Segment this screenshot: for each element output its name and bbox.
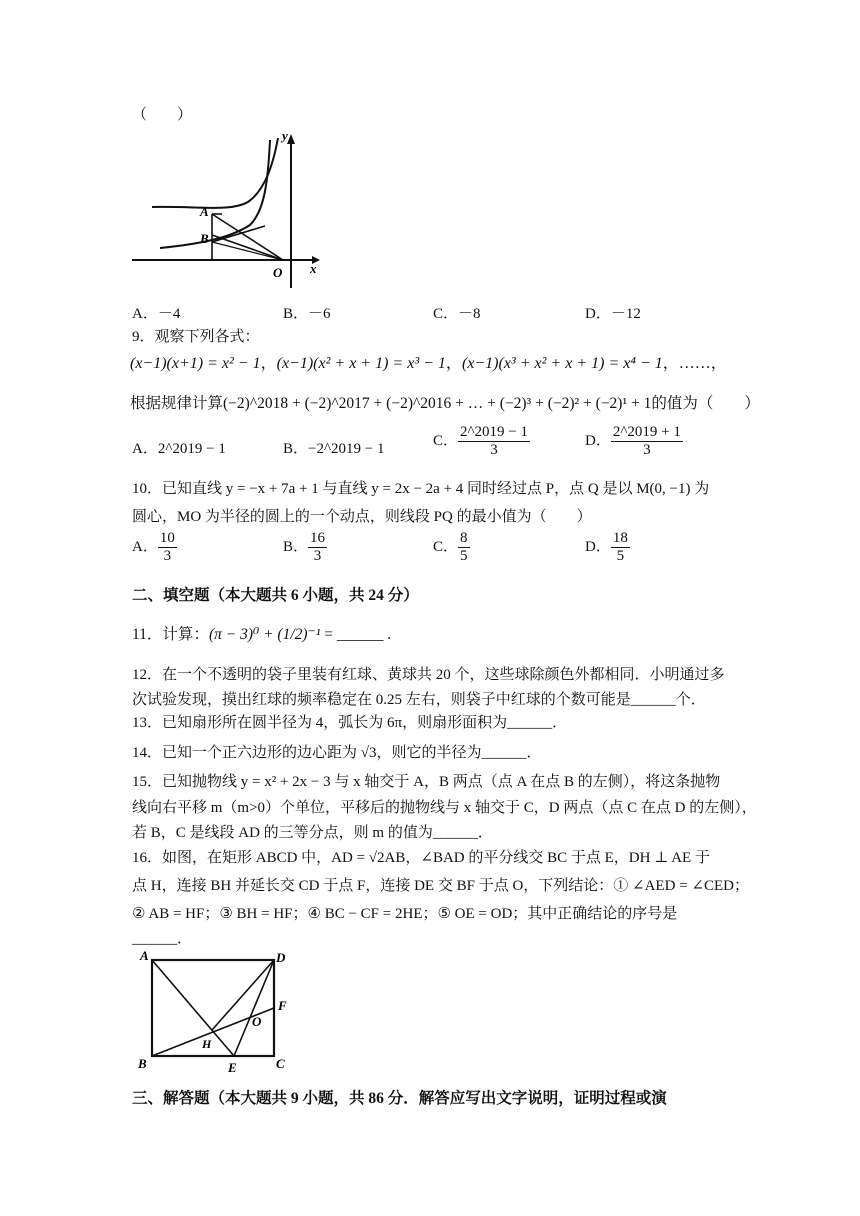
q10-option-a-label: A． [132,539,158,556]
q15-line-2: 线向右平移 m（m>0）个单位，平移后的抛物线与 x 轴交于 C，D 两点（点 C 在点 D 的左侧）， [132,800,757,816]
q9-option-c-num: 2^2019 − 1 [458,424,530,442]
q8-option-d: D．－12 [585,306,641,322]
q10-option-d-num: 18 [611,530,630,548]
q8-label-y: y [282,130,288,143]
q9-option-a: A．2^2019 − 1 [132,441,226,457]
q10-option-b [283,530,327,566]
q10-option-c-label: C． [433,539,459,556]
q9-sep-1: ， [260,355,277,372]
q9-option-b: B．−2^2019 − 1 [283,441,385,457]
q9-sep-2: ， [445,355,462,372]
q9-option-d [585,424,683,460]
q16-line-1: 16．如图，在矩形 ABCD 中，AD = √2AB，∠BAD 的平分线交 BC 于点 E，DH ⊥ AE 于 [132,850,710,866]
q8-option-c: C．－8 [433,306,481,322]
q13: 13．已知扇形所在圆半径为 4，弧长为 6π，则扇形面积为______． [132,715,568,731]
q16-label-H: H [202,1037,212,1051]
q10-option-b-num: 16 [308,530,327,548]
q8-option-b: B．－6 [283,306,331,322]
q8-label-A: A [200,204,209,219]
q10-option-c-num: 8 [458,530,470,548]
q10-option-b-den: 3 [313,548,322,565]
q9-formula-3: (x−1)(x³ + x² + x + 1) = x⁴ − 1 [461,355,663,372]
q8-answer-paren: （ ） [132,107,193,123]
q9-option-c [433,424,530,460]
q10-option-d-den: 5 [616,548,625,565]
q14: 14．已知一个正六边形的边心距为 √3，则它的半径为______． [132,745,542,761]
q12-line-1: 12．在一个不透明的袋子里装有红球、黄球共 20 个，这些球除颜色外都相同．小明通过多 [132,667,725,683]
q11-suffix: = ______ . [324,626,392,643]
q9-prompt: 9．观察下列各式： [132,329,260,345]
q12-line-2: 次试验发现，摸出红球的频率稳定在 0.25 左右，则袋子中红球的个数可能是______个． [132,692,706,708]
q16-label-D: D [276,950,286,965]
q10-line-1: 10．已知直线 y = −x + 7a + 1 与直线 y = 2x − 2a + 4 同时经过点 P，点 Q 是以 M(0, −1) 为 [132,481,710,497]
q8-option-a: A．－4 [132,306,181,322]
q9-rule-suffix: 的值为（ ） [651,395,760,412]
q16-label-F: F [278,998,287,1013]
q10-option-b-label: B． [283,539,309,556]
q9-formula-1: (x−1)(x+1) = x² − 1 [130,355,261,372]
q9-formula-2: (x−1)(x² + x + 1) = x³ − 1 [276,355,446,372]
q15-line-3: 若 B，C 是线段 AD 的三等分点，则 m 的值为______． [132,825,493,841]
q15-line-1: 15．已知抛物线 y = x² + 2x − 3 与 x 轴交于 A，B 两点（点 A 在点 B 的左侧），将这条抛物 [132,774,721,790]
q10-option-a-den: 3 [163,548,172,565]
q9-option-c-den: 3 [490,442,498,459]
q16-label-A: A [140,948,149,963]
q10-option-a-num: 10 [158,530,177,548]
q9-option-d-den: 3 [643,442,651,459]
q16-label-B: B [138,1056,147,1071]
q16-line-2: 点 H，连接 BH 并延长交 CD 于点 F，连接 DE 交 BF 于点 O，下列结论：① ∠AED = ∠CED； [132,878,749,894]
q10-option-c [433,530,470,566]
q8-label-x: x [310,261,317,276]
q9-rule-expr: (−2)^2018 + (−2)^2017 + (−2)^2016 + … + (−2)³ + (−2)² + (−2)¹ + 1 [223,395,652,412]
q16-label-O: O [252,1014,262,1029]
q10-line-2: 圆心，MO 为半径的圆上的一个动点，则线段 PQ 的最小值为（ ） [132,509,592,525]
q9-option-d-num: 2^2019 + 1 [611,424,683,442]
q9-option-d-label: D． [585,433,611,450]
q8-label-B: B [200,231,209,246]
q10-option-d [585,530,630,566]
q16-label-C: C [276,1056,285,1071]
q16-label-E: E [228,1060,237,1075]
q8-label-O: O [273,265,283,280]
q16-rectangle-figure [130,948,310,1076]
q11-prefix: 11．计算： [132,626,209,643]
q9-rule [130,391,760,413]
q16-line-4: ______． [132,931,193,947]
q10-option-a [132,530,177,566]
q11-expr: (π − 3)⁰ + (1/2)⁻¹ [208,626,321,643]
q10-option-d-label: D． [585,539,611,556]
q9-formulas [130,350,727,373]
section-3-heading: 三、解答题（本大题共 9 小题，共 86 分．解答应写出文字说明，证明过程或演 [132,1090,667,1107]
q11 [132,622,391,644]
q9-ellipsis: ，……， [662,355,727,372]
q8-hyperbola-graph [130,130,330,290]
q10-option-c-den: 5 [460,548,468,565]
q9-option-c-label: C． [433,433,459,450]
q9-rule-prefix: 根据规律计算 [130,395,224,412]
q16-line-3: ② AB = HF；③ BH = HF；④ BC − CF = 2HE；⑤ OE = OD；其中正确结论的序号是 [132,906,678,922]
section-2-heading: 二、填空题（本大题共 6 小题，共 24 分） [132,587,419,604]
